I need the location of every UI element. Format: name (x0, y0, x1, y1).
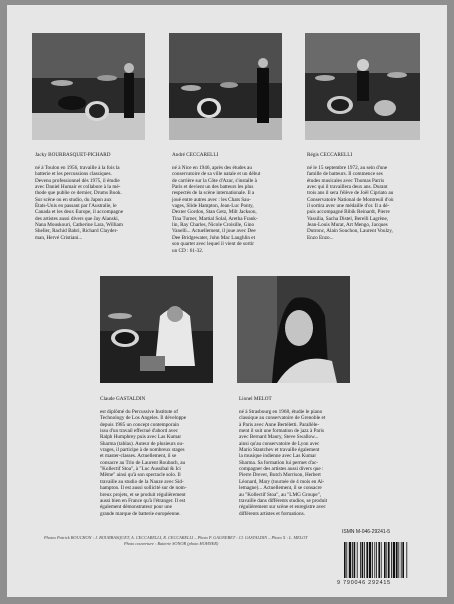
barcode-bar (391, 542, 392, 578)
bio-name: Régis CECCARELLI (307, 152, 353, 159)
barcode-bar (360, 542, 361, 578)
barcode-bar (384, 542, 386, 578)
barcode-bar (406, 542, 407, 578)
bio-claude-gastaldin (100, 390, 225, 523)
barcode-bar (388, 542, 390, 578)
bio-name: Jacky BOURBASQUET-PICHARD (35, 152, 111, 159)
barcode-bar (381, 542, 382, 578)
credits-line-1: Photos Patrick BOUCHON : J. BOURBASQUET, A. CECCARELLI, R. CECCARELLI – Photo P. GAGNEBET : Cl. GASTALDIN – Photo X : L. MELOT (44, 535, 308, 540)
bio-name: André CECCARELLI (172, 152, 219, 159)
bio-text: né le 15 septembre 1972, au sein d'une famille de batteurs. Il commence ses études musicales avec Thomas Parris avec qui il travaillera deux ans. Durant trois ans il sera l'élève de Joël Cipriato au Conservatoire National de Montreuil d'où il sortira avec une médaille d'or. Il a dé- puis accompagné Bibik Reinardt, Pierre Vassilia, Sacha Distel, Berelli Lagrène, Jean-Louis Murat, Art Mengo, Jacques Dutronc, Alain Souchon, Laurent Voulzy, Enzo Enzo... (307, 165, 394, 241)
barcode-bar (366, 542, 368, 578)
barcode-bar (398, 542, 399, 578)
barcode-bar (386, 542, 387, 578)
bio-regis-ceccarelli (307, 146, 429, 248)
bio-lionel-melot (239, 390, 364, 523)
bio-jacky-bourbasquet (35, 146, 160, 248)
bio-name: Claude GASTALDIN (100, 396, 146, 403)
barcode-bar (378, 542, 380, 578)
back-cover-page (7, 5, 447, 597)
barcode-bar (376, 542, 377, 578)
barcode-bar (357, 542, 358, 578)
barcode-bar (354, 542, 356, 578)
barcode-bar (393, 542, 395, 578)
barcode-bar (401, 542, 402, 578)
barcode-bar (344, 542, 346, 578)
barcode-bar (369, 542, 371, 578)
bio-andre-ceccarelli (172, 146, 294, 260)
photo-regis-ceccarelli (305, 33, 420, 140)
bio-name: Lionel MELOT (239, 396, 272, 403)
barcode-bar (372, 542, 373, 578)
barcode-bar (402, 542, 404, 578)
barcode-bar (374, 542, 375, 578)
barcode-bar (364, 542, 365, 578)
bio-text: né à Toulon en 1956, travaille à la fois la batterie et les percussions classiques. Devenu professionnel dès 1975, il étudie avec Daniel Humair et collabore à la mé- thode que publie ce dernier, Drums Book. Sur scène ou en studio, du Japon aux États-Unis en passant par l'Australie, le Canada et les deux Europe, il accompagne des artistes aussi divers que Jay Alanski, Nana Mouskouri, Catherine Lara, William Sheller, Rachid Bahri, Richard Clayder- man, Hervé Cristiani... (35, 165, 124, 241)
photo-lionel-melot (237, 276, 350, 383)
barcode-digits: 9 790046 292415 (337, 580, 391, 586)
ismn-number: ISMN M-046-29241-5 (342, 529, 391, 535)
barcode-bar (396, 542, 398, 578)
barcode-bar (346, 542, 347, 578)
bio-text: né à Strasbourg en 1968, étudie le piano classique au conservatoire de Grenoble et à Paris avec Anne Bertéletti. Parallèle- ment il suit une formation de jazz à Paris avec Bernard Maury, Steve Swallow... ainsi qu'au conservatoire de Lyon avec Mario Stantchev et travaille également la musique indienne avec Las Kumar Sharma. Sa formation lui permet d'ac- compagner des artistes aussi divers que : Pierre Drevet, Butch Morrison, Herbert Léonard, Mary (tournée de 4 mois en Al- lemagne)... Actuellement, il se consacre au "Kollectif Stoa", au "LMG Groupe", travaille dans différents studios, se produit régulièrement sur scène et enregistre avec différents artistes et formations. (239, 409, 328, 517)
bio-text: est diplômé du Percussive Institute of Technology de Los Angeles. Il développe depuis 1985 un concept contemporain issu d'un travail effectué d'abord avec Ralph Humphrey puis avec Las Kumar Sharma (tablas). Auteur de plusieurs ou- vrages, il participe à de nombreux stages et master-classes. Actuellement, il se consacre au Trio de Laurent Roubach, au "Kollectif Stoa", à "Luc Aussibal & Ici Même" ainsi qu'à son spectacle solo. Il travaille au studio de la Nauze avec Sid- hampton. Il est aussi sollicité sur de nom- breux projets, et se produit régulièrement aussi bien en France qu'à l'étranger. Il est également démonstrateur pour une grande marque de batterie européenne. (100, 409, 187, 517)
bio-text: né à Nice en 1946, après des études au conservatoire de sa ville natale et un début de carrière sur la Côte d'Azur, s'installe à Paris et devient un des batteurs les plus respectés de la scène internationale. Il a joué entre autres avec : les Chats Sau- vages, Slide Hampton, Jean-Luc Ponty, Dexter Gordon, Stan Getz, Milt Jackson, Tina Turner, Martial Solal, Aretha Frank- lin, Ray Charles, Nicole Croisille, Gino Vanelli... Actuellement, il joue avec Dee Dee Bridgewater, John Mac Laughlin et son quartet avec lequel il vient de sortir un CD : 61-32. (172, 165, 261, 254)
photo-andre-ceccarelli (169, 33, 282, 140)
credits-line-2: Photo couverture : Batterie SONOR (photo HOHNER) (124, 541, 219, 547)
photo-jacky-bourbasquet (32, 33, 145, 140)
barcode-bar (352, 542, 353, 578)
barcode (340, 540, 428, 580)
barcode-bar (362, 542, 364, 578)
barcode-bar (349, 542, 351, 578)
photo-claude-gastaldin (100, 276, 213, 383)
